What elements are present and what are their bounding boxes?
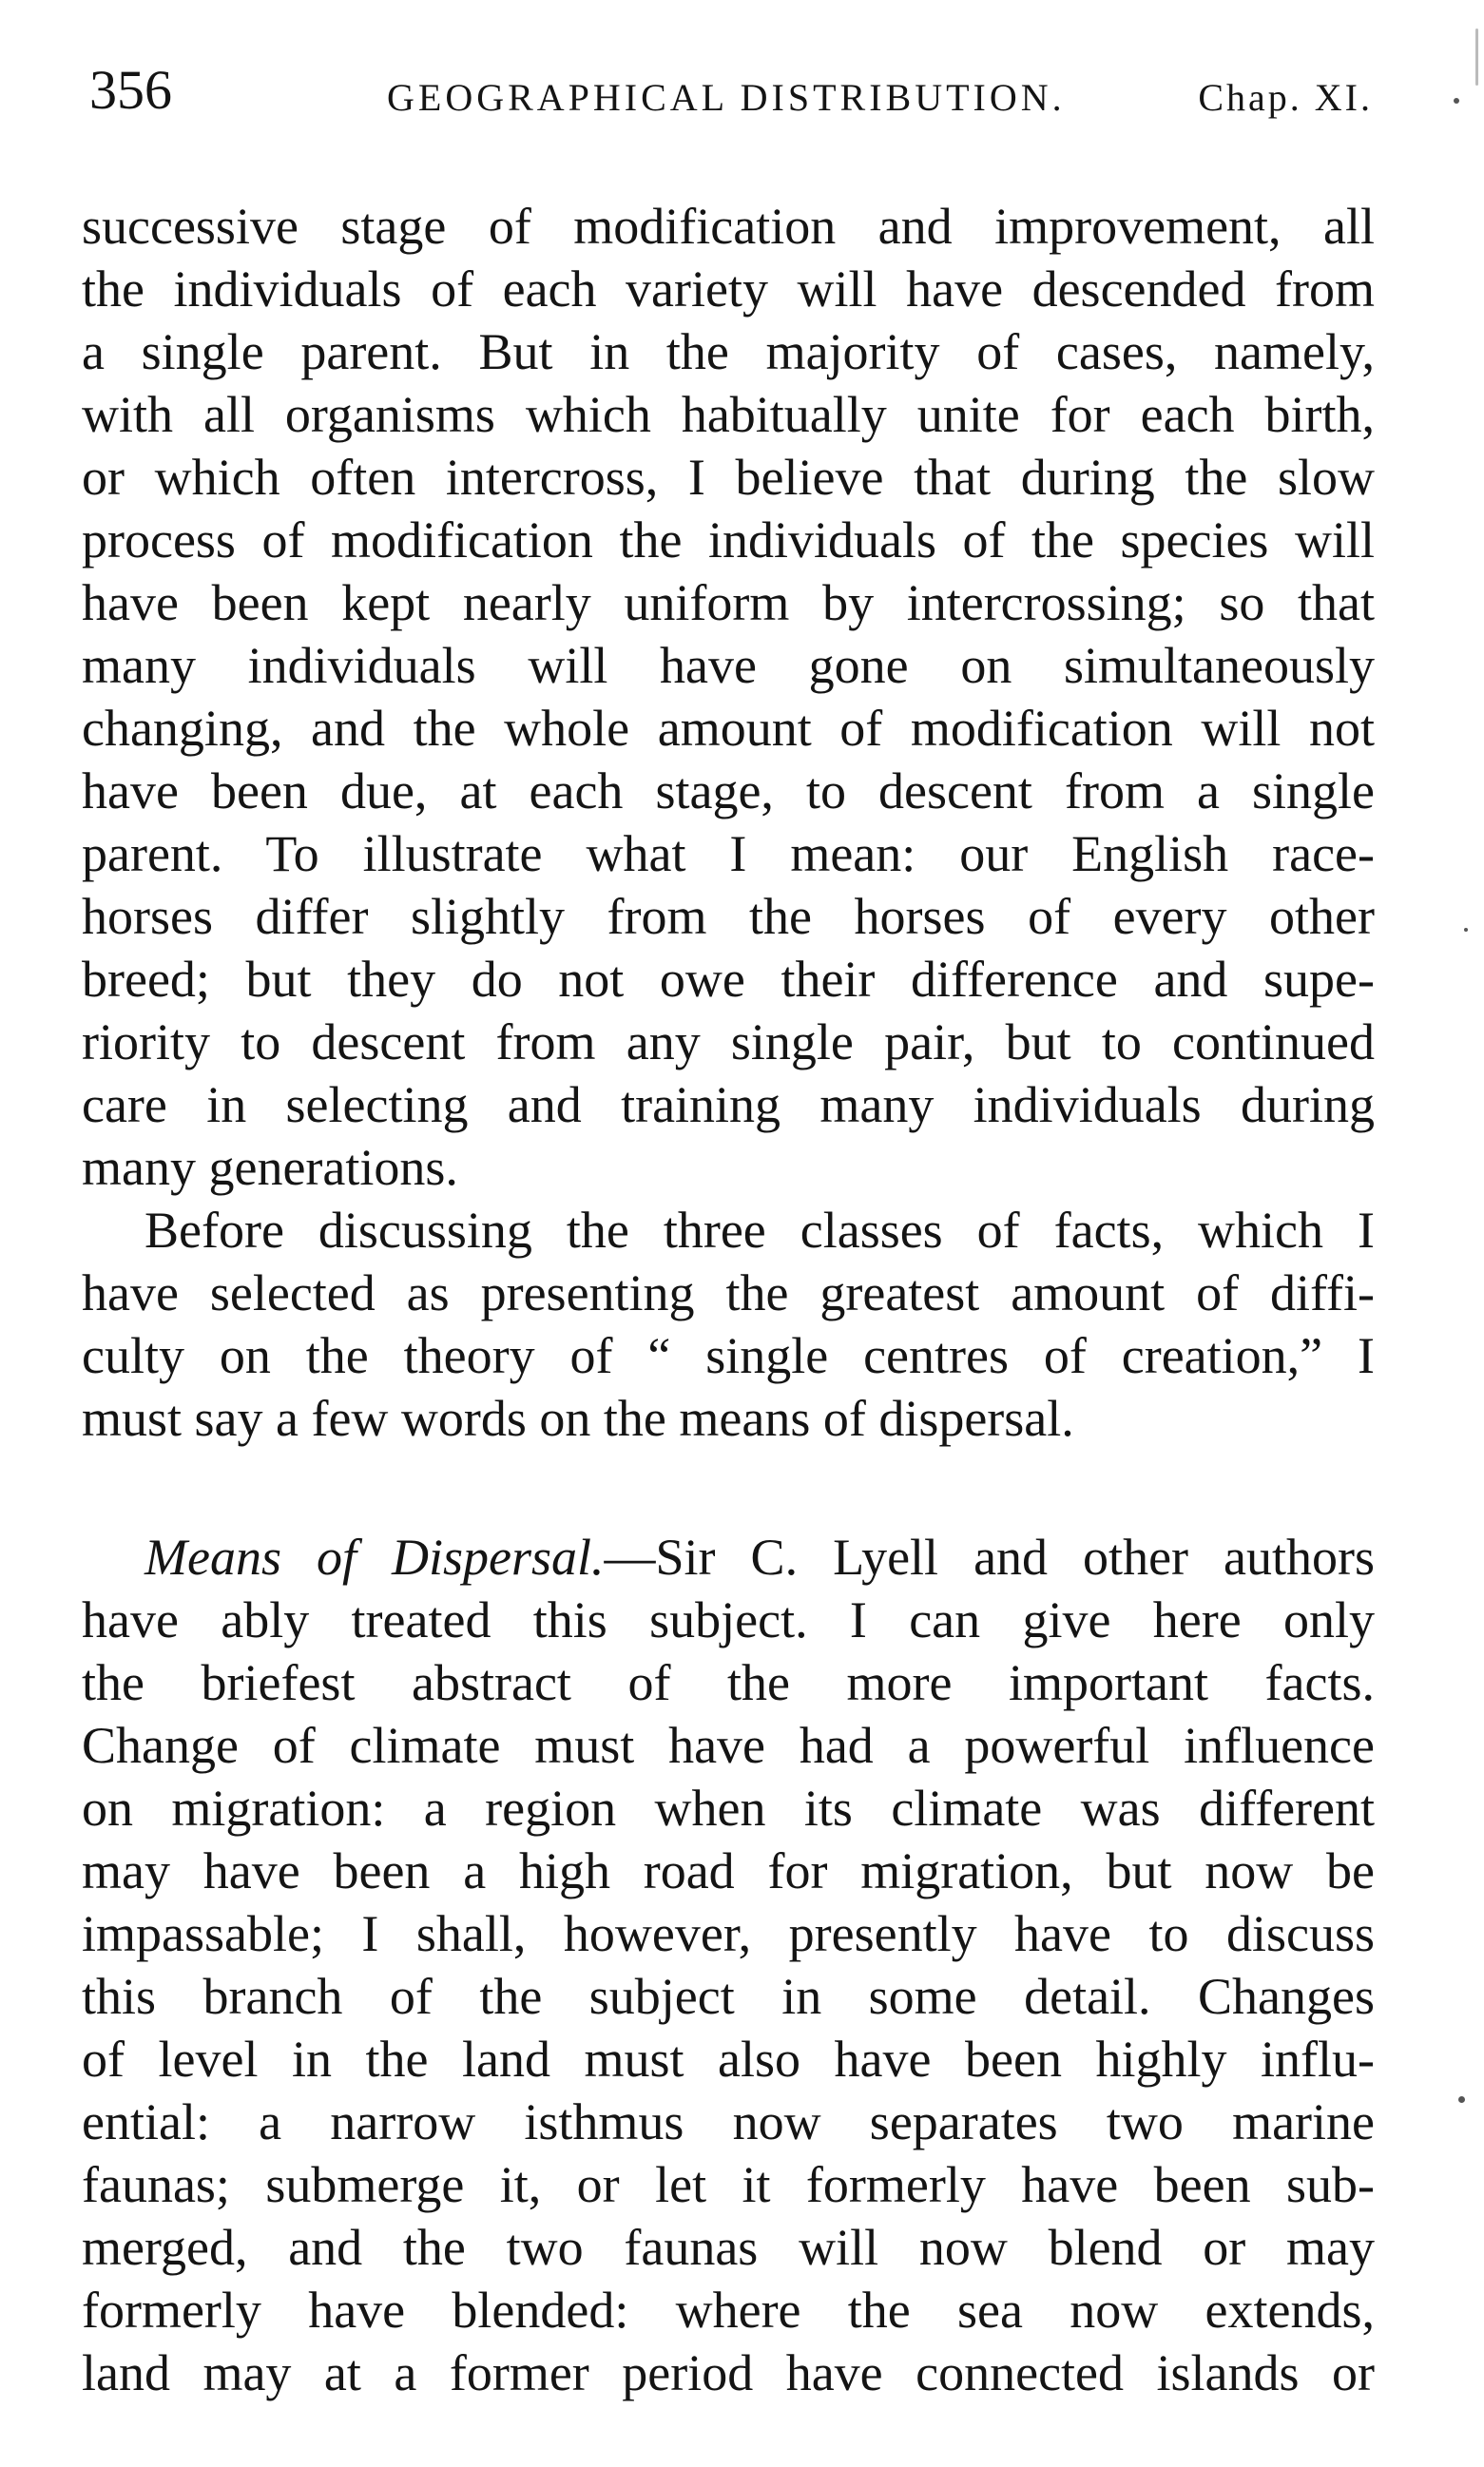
text-line — [82, 1526, 1375, 1589]
text-line: parent. To illustrate what I mean: our English race- — [82, 825, 1375, 882]
text-line: must say a few words on the means of dispersal. — [82, 1390, 1074, 1447]
paragraph-2 — [82, 1199, 1375, 1450]
text-line: this branch of the subject in some detail. Changes — [82, 1968, 1375, 2025]
text-line: of level in the land must also have been highly influ- — [82, 2031, 1375, 2088]
text-line: changing, and the whole amount of modification will not — [82, 700, 1375, 757]
text-line: process of modification the individuals of the species will — [82, 511, 1375, 569]
text-line: the briefest abstract of the more important facts. — [82, 1654, 1375, 1711]
text-line: horses differ slightly from the horses of every other — [82, 888, 1375, 945]
paragraph-1 — [82, 195, 1375, 1199]
text-line: may have been a high road for migration, but now be — [82, 1842, 1375, 1899]
chapter-label: Chap. XI. — [1198, 76, 1373, 119]
text-line: riority to descent from any single pair, but to continued — [82, 1013, 1375, 1070]
text-line: ential: a narrow isthmus now separates two marine — [82, 2093, 1375, 2150]
section-means-of-dispersal — [82, 1526, 1375, 2404]
text-line: breed; but they do not owe their difference and supe- — [82, 951, 1375, 1008]
text-line: Change of climate must have had a powerful influence — [82, 1717, 1375, 1774]
text-line: have ably treated this subject. I can give here only — [82, 1591, 1375, 1648]
text-line: formerly have blended: where the sea now extends, — [82, 2282, 1375, 2339]
text-line: successive stage of modification and improvement, all — [82, 198, 1375, 255]
text-line: or which often intercross, I believe that during the slow — [82, 449, 1375, 506]
scan-speck — [1475, 29, 1478, 86]
text-line: with all organisms which habitually unite for each birth, — [82, 386, 1375, 443]
text-line: culty on the theory of “ single centres of creation,” I — [82, 1327, 1375, 1384]
scan-speck — [1454, 98, 1459, 104]
text-line: care in selecting and training many individuals during — [82, 1076, 1375, 1133]
text-line: merged, and the two faunas will now blend or may — [82, 2219, 1375, 2276]
text-line: Before discussing the three classes of facts, which I — [145, 1202, 1375, 1259]
text-line: on migration: a region when its climate was different — [82, 1780, 1375, 1837]
text-line: impassable; I shall, however, presently have to discuss — [82, 1905, 1375, 1962]
scan-speck — [1458, 2096, 1465, 2103]
text-line: many generations. — [82, 1139, 458, 1196]
text-line: a single parent. But in the majority of cases, namely, — [82, 323, 1375, 380]
section-gap — [82, 1450, 1375, 1526]
text-line: have selected as presenting the greatest amount of diffi- — [82, 1264, 1375, 1321]
text-line: land may at a former period have connected islands or — [82, 2344, 1375, 2401]
text-line: faunas; submerge it, or let it formerly have been sub- — [82, 2156, 1375, 2213]
scan-speck — [1464, 928, 1468, 932]
text-line: have been due, at each stage, to descent from a single — [82, 762, 1375, 819]
section-heading: Means of Dispersal. — [145, 1529, 605, 1586]
body-text — [82, 195, 1375, 2404]
section-first-line-text: —Sir C. Lyell and other authors — [604, 1529, 1375, 1586]
text-line: the individuals of each variety will have descended from — [82, 260, 1375, 318]
text-line: many individuals will have gone on simultaneously — [82, 637, 1375, 694]
running-title: GEOGRAPHICAL DISTRIBUTION. — [387, 76, 1066, 119]
page-number: 356 — [89, 59, 172, 121]
text-line: have been kept nearly uniform by intercrossing; so that — [82, 574, 1375, 631]
page-header — [89, 48, 1373, 133]
